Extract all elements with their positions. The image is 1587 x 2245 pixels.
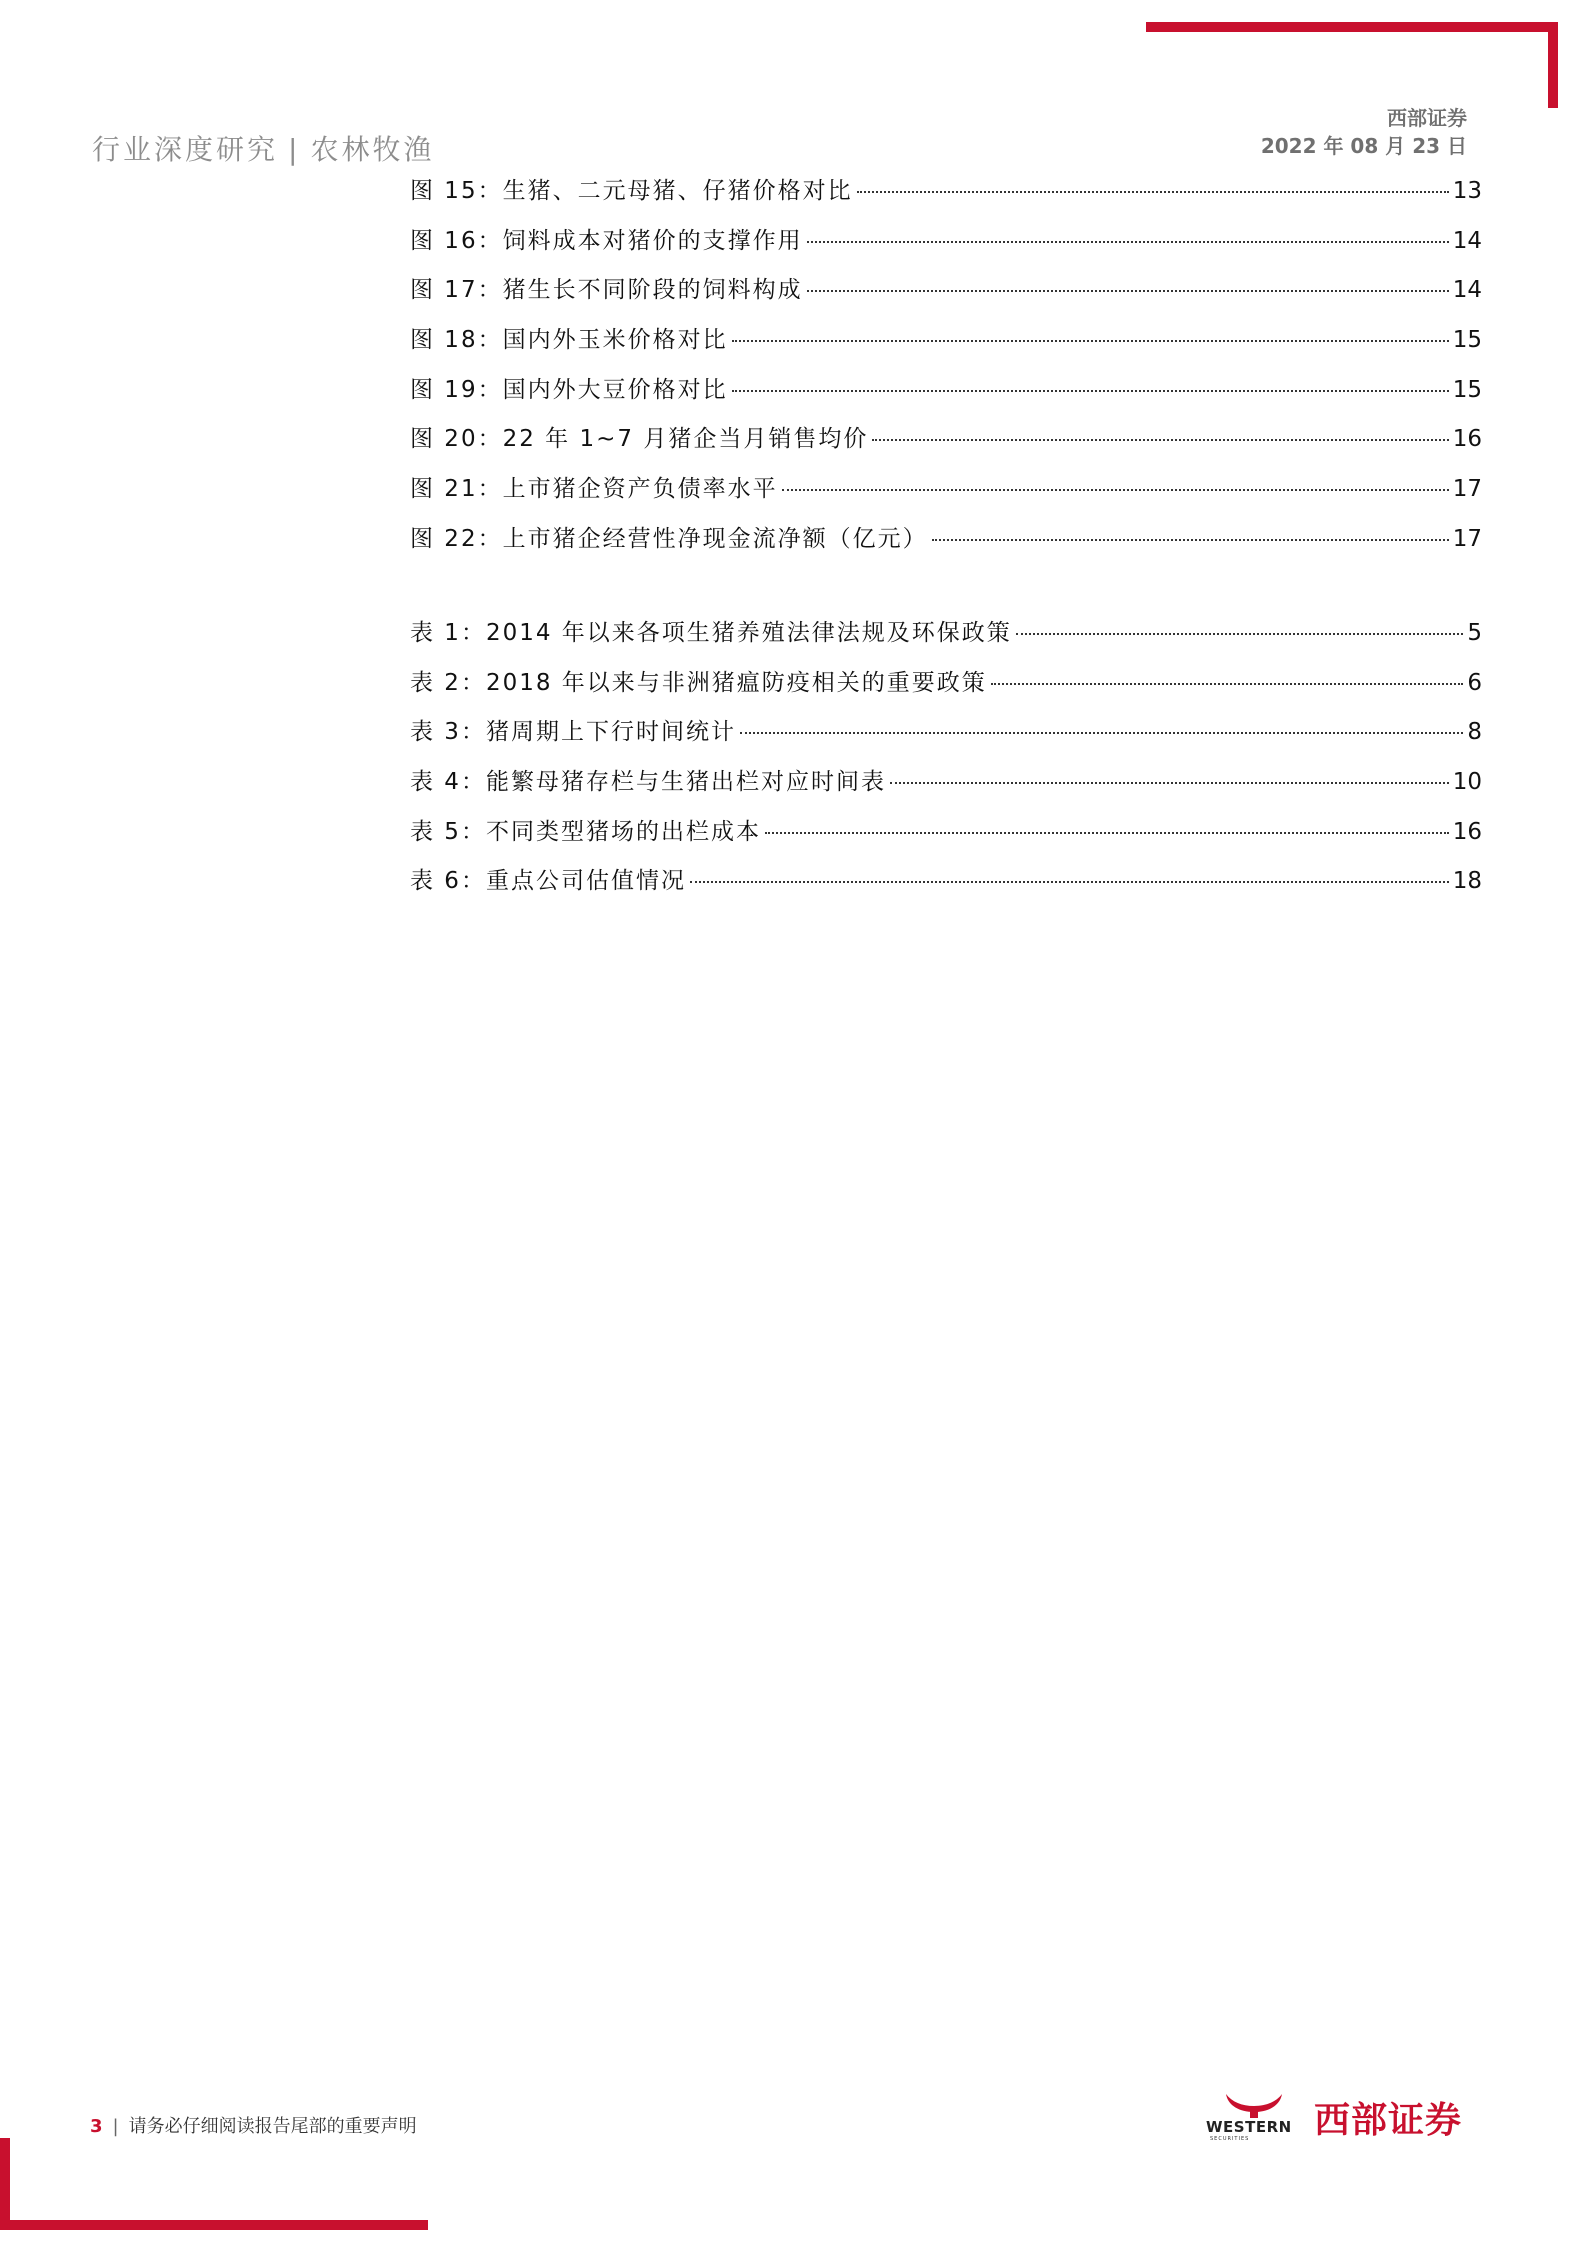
toc-entry-table-2[interactable] (410, 664, 1482, 714)
header-separator: | (288, 133, 301, 166)
toc-entry-title: 表 5：不同类型猪场的出栏成本 (410, 818, 761, 845)
toc-entry-figure-16[interactable] (410, 222, 1482, 272)
toc-entry-table-1[interactable] (410, 614, 1482, 664)
toc-entry-figure-18[interactable] (410, 321, 1482, 371)
toc-entry-table-3[interactable] (410, 713, 1482, 763)
header-company-date (1261, 104, 1467, 160)
toc-page-number: 8 (1467, 719, 1482, 746)
toc-page-number: 15 (1452, 327, 1482, 354)
corner-accent-top-right-vertical (1548, 22, 1558, 108)
toc-leader-dots (732, 390, 1449, 392)
toc-entry-title: 图 22：上市猪企经营性净现金流净额（亿元） (410, 525, 928, 552)
toc-page-number: 10 (1452, 769, 1482, 796)
toc-page-number: 18 (1452, 868, 1482, 895)
corner-accent-top-right-horizontal (1146, 22, 1556, 32)
toc-page-number: 13 (1452, 178, 1482, 204)
toc-page-number: 16 (1452, 818, 1482, 845)
toc-entry-title: 表 1：2014 年以来各项生猪养殖法律法规及环保政策 (410, 620, 1012, 646)
toc-entry-title: 图 19：国内外大豆价格对比 (410, 376, 728, 403)
toc-leader-dots (807, 241, 1449, 243)
toc-entry-title: 图 21：上市猪企资产负债率水平 (410, 476, 778, 503)
header-report-type (92, 128, 434, 168)
corner-accent-bottom-left-vertical (0, 2138, 10, 2230)
toc-entry-table-5[interactable] (410, 813, 1482, 863)
header-company: 西部证券 (1387, 106, 1467, 130)
toc-leader-dots (1016, 633, 1464, 635)
toc-leader-dots (890, 782, 1449, 784)
bull-horns-icon (1222, 2090, 1286, 2120)
logo-wordmark-en: WESTERN (1206, 2118, 1292, 2136)
toc-entry-table-6[interactable] (410, 862, 1482, 912)
toc-leader-dots (740, 732, 1463, 734)
footer-separator: | (112, 2116, 119, 2137)
toc-entry-figure-22[interactable] (410, 520, 1482, 570)
logo-wordmark-en-sub: SECURITIES (1210, 2136, 1250, 2142)
toc-leader-dots (991, 683, 1464, 685)
table-list (410, 614, 1482, 912)
toc-leader-dots (857, 191, 1449, 193)
toc-leader-dots (807, 290, 1449, 292)
corner-accent-bottom-left-horizontal (0, 2220, 428, 2230)
company-logo (1204, 2090, 1500, 2152)
toc-entry-table-4[interactable] (410, 763, 1482, 813)
header-date: 2022 年 08 月 23 日 (1260, 134, 1467, 158)
toc-entry-figure-20[interactable] (410, 420, 1482, 470)
logo-wordmark-cn: 西部证券 (1314, 2100, 1463, 2141)
toc-entry-figure-15[interactable] (410, 172, 1482, 222)
toc-page-number: 14 (1452, 227, 1482, 254)
toc-entry-title: 图 15：生猪、二元母猪、仔猪价格对比 (410, 178, 853, 204)
toc-page-number: 14 (1452, 277, 1482, 304)
toc-page-number: 5 (1467, 620, 1482, 646)
toc-page-number: 16 (1452, 426, 1482, 453)
toc-leader-dots (872, 439, 1448, 441)
toc-entry-figure-21[interactable] (410, 470, 1482, 520)
toc-page-number: 15 (1452, 376, 1482, 403)
toc-entry-title: 图 17：猪生长不同阶段的饲料构成 (410, 277, 803, 304)
toc-leader-dots (932, 539, 1449, 541)
toc-entry-title: 表 2：2018 年以来与非洲猪瘟防疫相关的重要政策 (410, 669, 987, 696)
header-doc-type: 行业深度研究 (92, 133, 279, 166)
footer-page-number: 3 (90, 2116, 103, 2137)
toc-entry-title: 图 16：饲料成本对猪价的支撑作用 (410, 227, 803, 254)
toc-page-number: 17 (1452, 476, 1482, 503)
toc-page-number: 6 (1467, 669, 1482, 696)
toc-entry-title: 图 20：22 年 1~7 月猪企当月销售均价 (410, 426, 869, 453)
figure-list (410, 172, 1482, 570)
toc-entry-title: 表 4：能繁母猪存栏与生猪出栏对应时间表 (410, 769, 886, 796)
toc-page-number: 17 (1452, 525, 1482, 552)
toc-entry-figure-17[interactable] (410, 271, 1482, 321)
toc-entry-title: 图 18：国内外玉米价格对比 (410, 327, 728, 354)
footer-notice: 请务必仔细阅读报告尾部的重要声明 (128, 2116, 417, 2137)
toc-leader-dots (690, 881, 1449, 883)
toc-leader-dots (782, 489, 1449, 491)
toc-leader-dots (765, 832, 1449, 834)
footer (90, 2112, 417, 2138)
toc-entry-title: 表 6：重点公司估值情况 (410, 868, 686, 895)
toc-entry-figure-19[interactable] (410, 371, 1482, 421)
header-sector: 农林牧渔 (310, 133, 435, 166)
toc-leader-dots (732, 340, 1449, 342)
toc-entry-title: 表 3：猪周期上下行时间统计 (410, 719, 736, 746)
